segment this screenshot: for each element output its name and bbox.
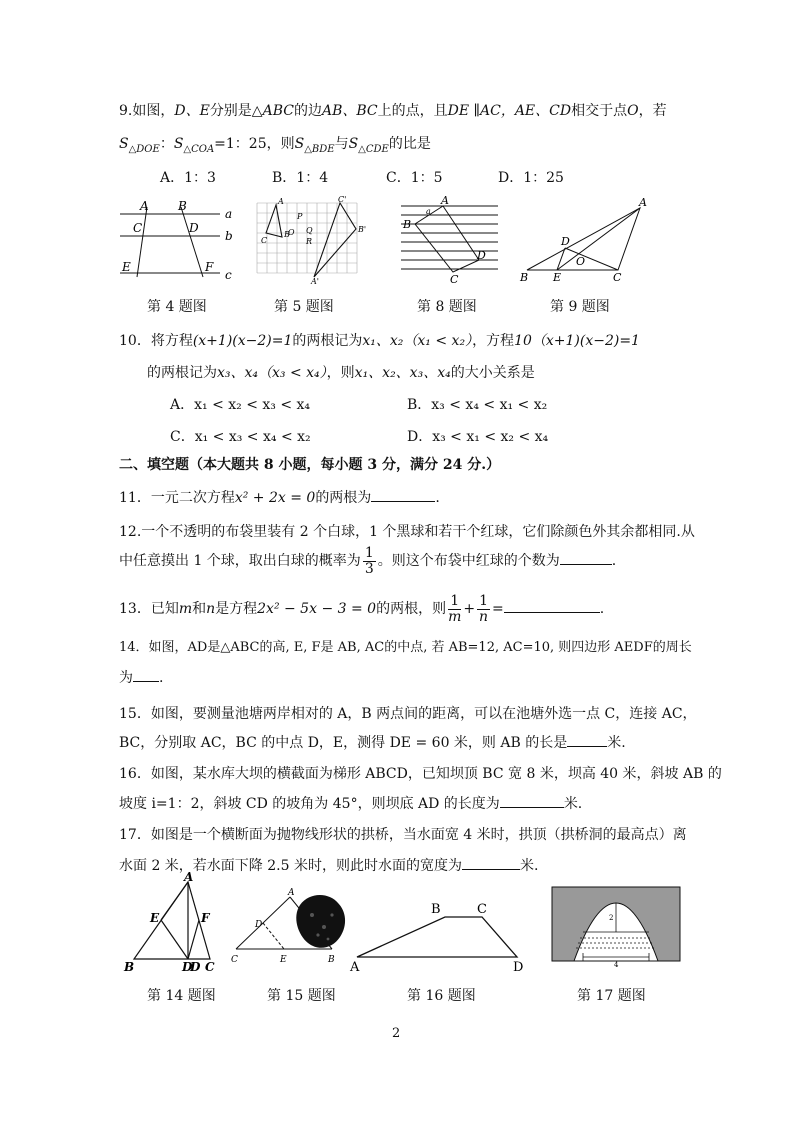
- caption-fig5: 第 5 题图: [274, 299, 334, 315]
- q10-option-c[interactable]: C．x₁ < x₃ < x₄ < x₂: [170, 429, 311, 445]
- q9-sub: △DOE: [128, 143, 160, 155]
- q10-equation: 10（x+1)(x−2)=1: [514, 333, 640, 349]
- fig15-label: C: [231, 955, 238, 965]
- q13: [119, 594, 604, 624]
- q9-sub: △COA: [183, 143, 215, 155]
- q9-text: 9.如图，: [119, 103, 175, 119]
- q10-option-a[interactable]: A．x₁ < x₂ < x₃ < x₄: [170, 397, 311, 413]
- q13-text: .: [599, 601, 605, 618]
- q13-fraction-num: 1: [479, 593, 489, 609]
- figure-5: [252, 195, 377, 285]
- caption-fig14: 第 14 题图: [147, 988, 216, 1004]
- q9-option-d[interactable]: D．1：25: [498, 170, 564, 186]
- q16-answer-blank[interactable]: [500, 795, 564, 808]
- q9-text: D、E: [174, 103, 210, 119]
- figure-8: [393, 195, 508, 285]
- figure-15: [228, 885, 353, 970]
- caption-fig16: 第 16 题图: [407, 988, 476, 1004]
- q13-fraction-den: m: [448, 608, 462, 625]
- fig14-label: D: [182, 960, 193, 974]
- section-title: 二、填空题（本大题共 8 小题，每小题 3 分，满分 24 分.）: [119, 457, 501, 473]
- fig4-label: F: [205, 260, 214, 274]
- q10-line1: [119, 330, 640, 350]
- figure-16: [345, 895, 535, 975]
- page-number: 2: [392, 1026, 401, 1041]
- fig14-label: D: [190, 960, 201, 974]
- fig8-label: A: [441, 195, 449, 207]
- q13-fraction-num: 1: [448, 594, 461, 610]
- caption-fig15: 第 15 题图: [267, 988, 336, 1004]
- pond-shape: [296, 895, 345, 948]
- q9-text: ：: [159, 136, 174, 152]
- q11-text: 11．一元二次方程: [119, 490, 235, 506]
- q14-line2: [119, 667, 163, 687]
- q9-text: 相交于点: [571, 103, 628, 119]
- q16-line2: [119, 793, 582, 813]
- fig16-label: D: [513, 960, 524, 975]
- q13-text: 的两根，则: [376, 601, 447, 618]
- q12-line2: [119, 546, 616, 576]
- q13-var: n: [206, 601, 216, 618]
- fig5-label: R: [306, 237, 313, 246]
- fig5-label: B: [284, 230, 290, 239]
- figure-14: [118, 870, 228, 975]
- fig9-label: O: [576, 255, 586, 268]
- fig4-label: a: [225, 207, 233, 221]
- q9-text: 与: [334, 136, 349, 152]
- q13-text: 是方程: [215, 601, 258, 618]
- fig4-label: B: [178, 199, 187, 213]
- q10-text: 的两根记为: [292, 333, 363, 349]
- q12-text: 。则这个布袋中红球的个数为: [377, 553, 560, 570]
- q10-roots: x₁、x₂（x₁ < x₂）: [362, 333, 473, 349]
- q17-line1: 17．如图是一个横断面为抛物线形状的拱桥，当水面宽 4 米时，拱顶（拱桥洞的最高点）离: [119, 827, 687, 843]
- q9-text: 的比是: [388, 136, 431, 152]
- q9-text: 上的点，且: [377, 103, 448, 119]
- q9-text: S: [173, 136, 184, 152]
- q17-answer-blank[interactable]: [462, 857, 520, 870]
- fig9-label: C: [613, 271, 622, 284]
- q13-equation: 2x² − 5x − 3 = 0: [257, 601, 377, 618]
- q15-line1: 15．如图，要测量池塘两岸相对的 A，B 两点间的距离，可以在池塘外选一点 C，连接 AC，: [119, 706, 697, 722]
- caption-fig17: 第 17 题图: [577, 988, 646, 1004]
- figure-4: [115, 195, 240, 285]
- q12-text: .: [611, 553, 617, 570]
- fig8-label: a: [426, 207, 431, 216]
- q9-text: S: [294, 136, 305, 152]
- q10-vars: x₁、x₂、x₃、x₄: [354, 365, 451, 381]
- q10-equation: (x+1)(x−2)=1: [192, 333, 293, 349]
- q13-text: +: [463, 601, 476, 618]
- fig16-label: B: [431, 902, 441, 917]
- fig4-label: C: [133, 221, 143, 235]
- fig8-label: B: [403, 218, 412, 231]
- q9-text: DE ∥AC，AE、CD: [447, 103, 572, 119]
- fig14-label: B: [124, 960, 135, 974]
- fig9-label: D: [561, 235, 570, 248]
- q10-option-d[interactable]: D．x₃ < x₁ < x₂ < x₄: [407, 429, 549, 445]
- q9-option-c[interactable]: C．1：5: [386, 170, 443, 186]
- caption-fig4: 第 4 题图: [147, 299, 207, 315]
- q10-line2: [147, 362, 535, 382]
- q9-line1: [119, 100, 667, 120]
- fig4-label: E: [122, 260, 131, 274]
- q12-fraction-den: 3: [364, 560, 374, 577]
- fig4-label: A: [140, 199, 149, 213]
- fig5-label: O: [288, 228, 295, 237]
- q9-text: S: [348, 136, 359, 152]
- fig5-label: A': [311, 277, 319, 285]
- q9-sub: △BDE: [304, 143, 335, 155]
- q14-line1: 14．如图，AD是△ABC的高, E, F是 AB, AC的中点, 若 AB=12, AC=10, 则四边形 AEDF的周长: [119, 640, 692, 655]
- q13-text: 和: [192, 601, 207, 618]
- q12-text: 中任意摸出 1 个球，取出白球的概率为: [119, 553, 361, 570]
- q13-text: =: [492, 601, 504, 618]
- q9-text: S: [119, 136, 129, 152]
- q15-answer-blank[interactable]: [567, 734, 607, 747]
- fig9-label: A: [639, 196, 647, 209]
- q13-text: 13．已知: [119, 601, 179, 618]
- q12-line1: 12.一个不透明的布袋里装有 2 个白球，1 个黑球和若干个红球，它们除颜色外其余都相同.从: [119, 524, 695, 540]
- fig14-label: C: [205, 960, 215, 974]
- q9-text: ，若: [638, 103, 667, 119]
- q16-text: 米.: [563, 796, 583, 812]
- q11-text: 的两根为: [315, 490, 372, 506]
- q15-text: BC，分别取 AC，BC 的中点 D，E，测得 DE = 60 米，则 AB 的长是: [119, 735, 568, 751]
- caption-fig9: 第 9 题图: [550, 299, 610, 315]
- q10-text: 10．将方程: [119, 333, 193, 349]
- q9-text: O: [627, 103, 639, 119]
- fig17-label: 2: [609, 914, 614, 922]
- q11-text: .: [435, 490, 440, 506]
- q9-text: AB、BC: [321, 103, 378, 119]
- fig4-label: c: [225, 268, 232, 282]
- q9-line2: [119, 133, 431, 155]
- q10-text: 的两根记为: [147, 365, 217, 381]
- q9-text: 分别是△: [209, 103, 263, 119]
- figure-9: [515, 195, 655, 285]
- q13-answer-blank[interactable]: [504, 600, 600, 613]
- fig14-label: E: [150, 911, 160, 925]
- q16-line1: 16．如图，某水库大坝的横截面为梯形 ABCD，已知坝顶 BC 宽 8 米，坝高 40 米，斜坡 AB 的: [119, 766, 722, 782]
- q9-sub: △CDE: [358, 143, 389, 155]
- fig16-label: C: [477, 902, 487, 917]
- q14-text: .: [159, 670, 164, 686]
- fig15-label: A: [288, 888, 295, 898]
- figure-17: [550, 885, 685, 970]
- q15-text: 米.: [607, 735, 626, 751]
- q12-fraction-num: 1: [364, 545, 374, 561]
- q17-text: 水面 2 米，若水面下降 2.5 米时，则此时水面的宽度为: [119, 858, 462, 874]
- q14-answer-blank[interactable]: [133, 669, 159, 682]
- q12-answer-blank[interactable]: [560, 552, 612, 565]
- fig9-label: B: [520, 271, 529, 284]
- q10-text: ，则: [326, 365, 355, 381]
- fig15-label: B: [328, 955, 335, 965]
- q9-text: ABC: [262, 103, 294, 119]
- fig16-label: A: [350, 960, 360, 975]
- q9-text: =1：25，则: [214, 136, 295, 152]
- q13-fraction-den: n: [479, 608, 489, 625]
- q11-answer-blank[interactable]: [371, 489, 435, 502]
- fig5-label: P: [297, 212, 303, 221]
- fig4-label: b: [225, 229, 233, 243]
- q16-text: 坡度 i=1：2，斜坡 CD 的坡角为 45°，则坝底 AD 的长度为: [119, 796, 500, 812]
- q9-text: 的边: [293, 103, 322, 119]
- fig8-label: C: [450, 273, 459, 285]
- fig8-label: D: [477, 249, 486, 262]
- fig15-label: D: [255, 920, 263, 930]
- q17-text: 米.: [519, 858, 539, 874]
- fig14-label: A: [184, 870, 194, 884]
- fig15-label: E: [280, 955, 287, 965]
- fig14-label: F: [201, 911, 210, 925]
- fig5-label: C': [338, 195, 347, 204]
- fig5-label: A: [278, 197, 284, 206]
- fig4-label: D: [189, 221, 199, 235]
- q15-line2: [119, 732, 626, 752]
- caption-fig8: 第 8 题图: [417, 299, 477, 315]
- fig5-label: Q: [306, 226, 313, 235]
- q9-option-a[interactable]: A．1：3: [160, 170, 216, 186]
- q11: [119, 487, 440, 507]
- q13-var: m: [178, 601, 193, 618]
- fig5-label: B': [358, 225, 367, 234]
- q9-option-b[interactable]: B．1：4: [272, 170, 329, 186]
- q10-text: 的大小关系是: [450, 365, 535, 381]
- fig17-label: 4: [614, 961, 619, 969]
- q11-equation: x² + 2x = 0: [234, 490, 316, 506]
- q10-option-b[interactable]: B．x₃ < x₄ < x₁ < x₂: [407, 397, 548, 413]
- q10-text: ，方程: [472, 333, 515, 349]
- q10-roots: x₃、x₄（x₃ < x₄）: [217, 365, 327, 381]
- fig9-label: E: [553, 271, 562, 284]
- fig5-label: C: [261, 236, 268, 245]
- q14-text: 为: [119, 670, 133, 686]
